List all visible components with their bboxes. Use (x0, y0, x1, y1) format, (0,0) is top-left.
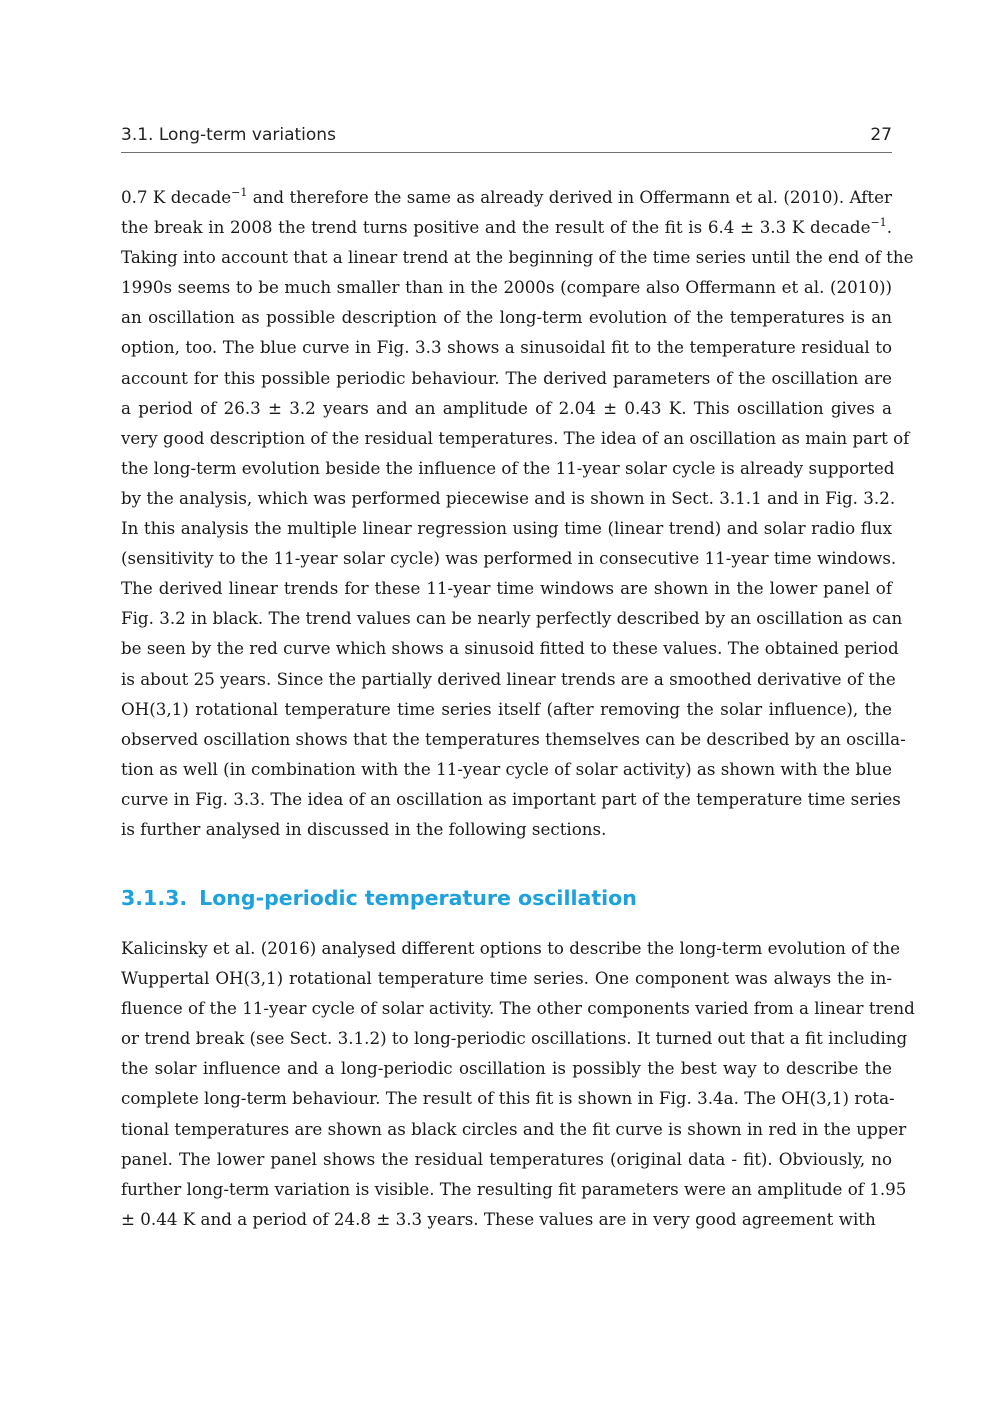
text-line: be seen by the red curve which shows a sinusoid fitted to these values. The obtained period (121, 638, 899, 659)
section-heading (121, 886, 637, 910)
text-line: by the analysis, which was performed piecewise and is shown in Sect. 3.1.1 and in Fig. 3.2. (121, 487, 896, 508)
text-line: ± 0.44 K and a period of 24.8 ± 3.3 years. These values are in very good agreement with (121, 1208, 876, 1229)
page-number: 27 (870, 125, 892, 145)
paragraph-1 (121, 182, 914, 844)
header-section-title: 3.1. Long-term variations (121, 125, 336, 145)
text-line: very good description of the residual temperatures. The idea of an oscillation as main part of (121, 427, 910, 448)
text-line: Kalicinsky et al. (2016) analysed different options to describe the long-term evolution of the (121, 938, 901, 958)
text-line: fluence of the 11-year cycle of solar activity. The other components varied from a linear trend (121, 998, 915, 1019)
text-line: tional temperatures are shown as black circles and the fit curve is shown in red in the upper (121, 1118, 907, 1139)
text-line: option, too. The blue curve in Fig. 3.3 shows a sinusoidal fit to the temperature residual to (121, 337, 892, 358)
text-line: the break in 2008 the trend turns positive and the result of the fit is 6.4 ± 3.3 K decade$^{-1}$. (121, 216, 892, 238)
text-line: 0.7 K decade$^{-1}$ and therefore the same as already derived in Offermann et al. (2010). After (121, 186, 892, 207)
text-line: 1990s seems to be much smaller than in the 2000s (compare also Offermann et al. (2010)) (121, 277, 892, 298)
text-line: panel. The lower panel shows the residual temperatures (original data - fit). Obviously, no (121, 1148, 892, 1169)
text-line: a period of 26.3 ± 3.2 years and an amplitude of 2.04 ± 0.43 K. This oscillation gives a (121, 397, 892, 418)
text-line: is further analysed in discussed in the following sections. (121, 818, 607, 839)
text-line: The derived linear trends for these 11-year time windows are shown in the lower panel of (121, 578, 892, 599)
text-line: Wuppertal OH(3,1) rotational temperature time series. One component was always the in- (121, 968, 892, 989)
text-line: observed oscillation shows that the temperatures themselves can be described by an oscilla- (121, 728, 906, 749)
text-line: tion as well (in combination with the 11-year cycle of solar activity) as shown with the blue (121, 758, 893, 779)
running-header (121, 124, 892, 153)
text-line: further long-term variation is visible. The resulting fit parameters were an amplitude of 1.95 (121, 1178, 907, 1199)
text-line: the long-term evolution beside the influence of the 11-year solar cycle is already supported (121, 457, 895, 478)
text-line: the solar influence and a long-periodic oscillation is possibly the best way to describe the (121, 1058, 892, 1079)
text-line: (sensitivity to the 11-year solar cycle) was performed in consecutive 11-year time windows. (121, 548, 897, 569)
text-line: In this analysis the multiple linear regression using time (linear trend) and solar radio flux (121, 518, 892, 539)
paragraph-2 (121, 933, 915, 1234)
text-line: curve in Fig. 3.3. The idea of an oscillation as important part of the temperature time series (121, 788, 901, 809)
text-line: account for this possible periodic behaviour. The derived parameters of the oscillation are (121, 367, 892, 388)
text-line: OH(3,1) rotational temperature time series itself (after removing the solar influence), the (121, 698, 892, 719)
text-line: Taking into account that a linear trend at the beginning of the time series until the end of the (121, 247, 914, 268)
text-line: or trend break (see Sect. 3.1.2) to long-periodic oscillations. It turned out that a fit including (121, 1028, 908, 1049)
text-line: an oscillation as possible description of the long-term evolution of the temperatures is an (121, 307, 892, 328)
section-title: Long-periodic temperature oscillation (199, 886, 637, 910)
section-number: 3.1.3. (121, 886, 188, 910)
text-line: complete long-term behaviour. The result of this fit is shown in Fig. 3.4a. The OH(3,1) rota- (121, 1088, 895, 1109)
text-line: Fig. 3.2 in black. The trend values can be nearly perfectly described by an oscillation as can (121, 608, 903, 629)
text-line: is about 25 years. Since the partially derived linear trends are a smoothed derivative of the (121, 668, 896, 689)
